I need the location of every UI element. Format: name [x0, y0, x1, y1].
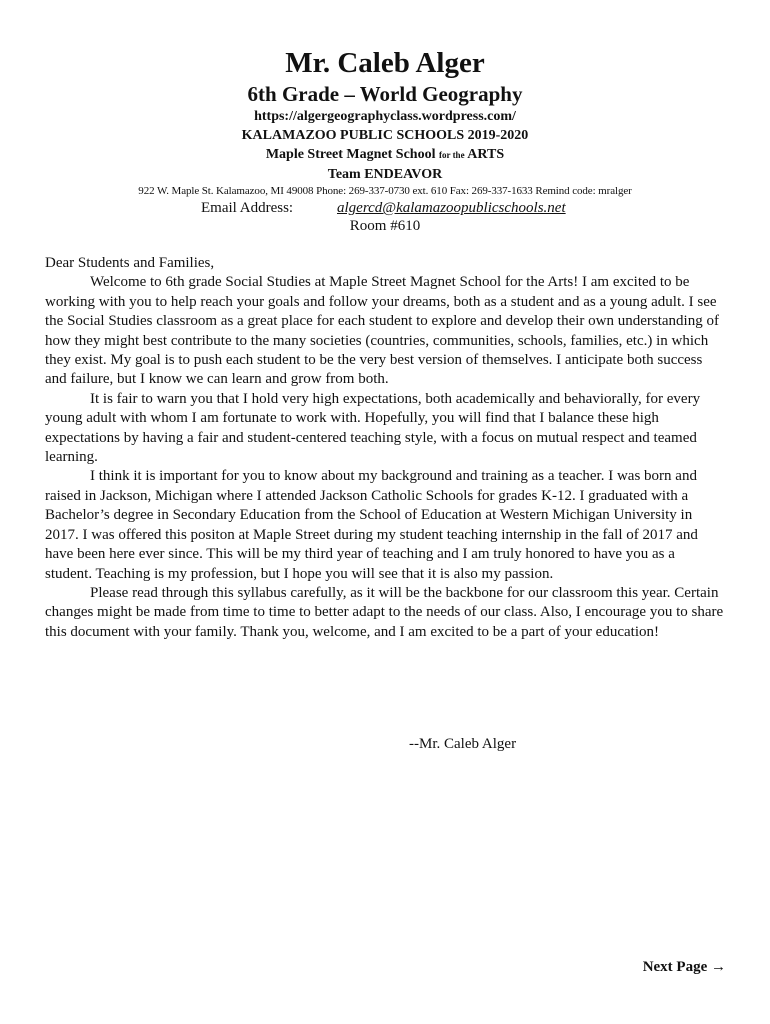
letter-signature: --Mr. Caleb Alger [409, 736, 517, 752]
letter-paragraph: It is fair to warn you that I hold very high expectations, both academically and behaviorally, for every young adult with whom I am fortunate to work with. Hopefully, you will find that I balance these high expectations by having a fair and student-centered teaching style, with a focus on mutual respect and teamed learning. [45, 390, 701, 466]
letter-paragraph: I think it is important for you to know about my background and training as a teacher. I was born and raised in Jackson, Michigan where I attended Jackson Catholic Schools for grades K-12. I graduated with a Bachelor’s degree in Secondary Education from the School of Education at Western Michigan University in 2017. I was offered this positon at Maple Street during my student teaching internship in the fall of 2017 and have been here ever since. This will be my third year of teaching and I am truly honored to have you as a student. Teaching is my profession, but I hope you will see that it is also my passion. [45, 468, 698, 582]
course-title: 6th Grade – World Geography [247, 82, 523, 106]
room-number: Room #610 [349, 218, 421, 234]
district-name: KALAMAZOO PUBLIC SCHOOLS 2019-2020 [241, 128, 529, 143]
teacher-name: Mr. Caleb Alger [285, 47, 485, 79]
next-page-link[interactable]: Next Page → [642, 959, 726, 975]
syllabus-header [0, 46, 770, 235]
email-link[interactable]: algercd@kalamazoopublicschools.net [337, 200, 566, 216]
email-row [0, 199, 770, 217]
class-website: https://algergeographyclass.wordpress.com/ [254, 109, 516, 124]
school-name: Maple Street Magnet School for the ARTS [265, 147, 505, 162]
team-name: Team ENDEAVOR [327, 167, 443, 182]
letter-greeting: Dear Students and Families, [45, 255, 215, 271]
letter-paragraph: Please read through this syllabus carefully, as it will be the backbone for our classroom this year. Certain changes might be made from time to time to better adapt to the needs of our class. Also, I encourage you to share this document with your family. Thank you, welcome, and I am excited to be a part of your education! [45, 584, 724, 640]
contact-address-line: 922 W. Maple St. Kalamazoo, MI 49008 Phone: 269-337-0730 ext. 610 Fax: 269-337-1633 Remind code: mralger [138, 185, 632, 197]
email-label: Email Address: [201, 200, 294, 216]
letter-paragraph: Welcome to 6th grade Social Studies at Maple Street Magnet School for the Arts! I am excited to be working with you to help reach your goals and follow your dreams, both as a student and as a young adult. I see the Social Studies classroom as a great place for each student to explore and develop their own understanding of how they might best contribute to the many societies (countries, communities, schools, families, etc.) in which they exist. My goal is to push each student to be the very best version of themselves. I anticipate both success and failure, but I know we can learn and grow from both. [45, 274, 719, 388]
letter-body [45, 254, 725, 642]
